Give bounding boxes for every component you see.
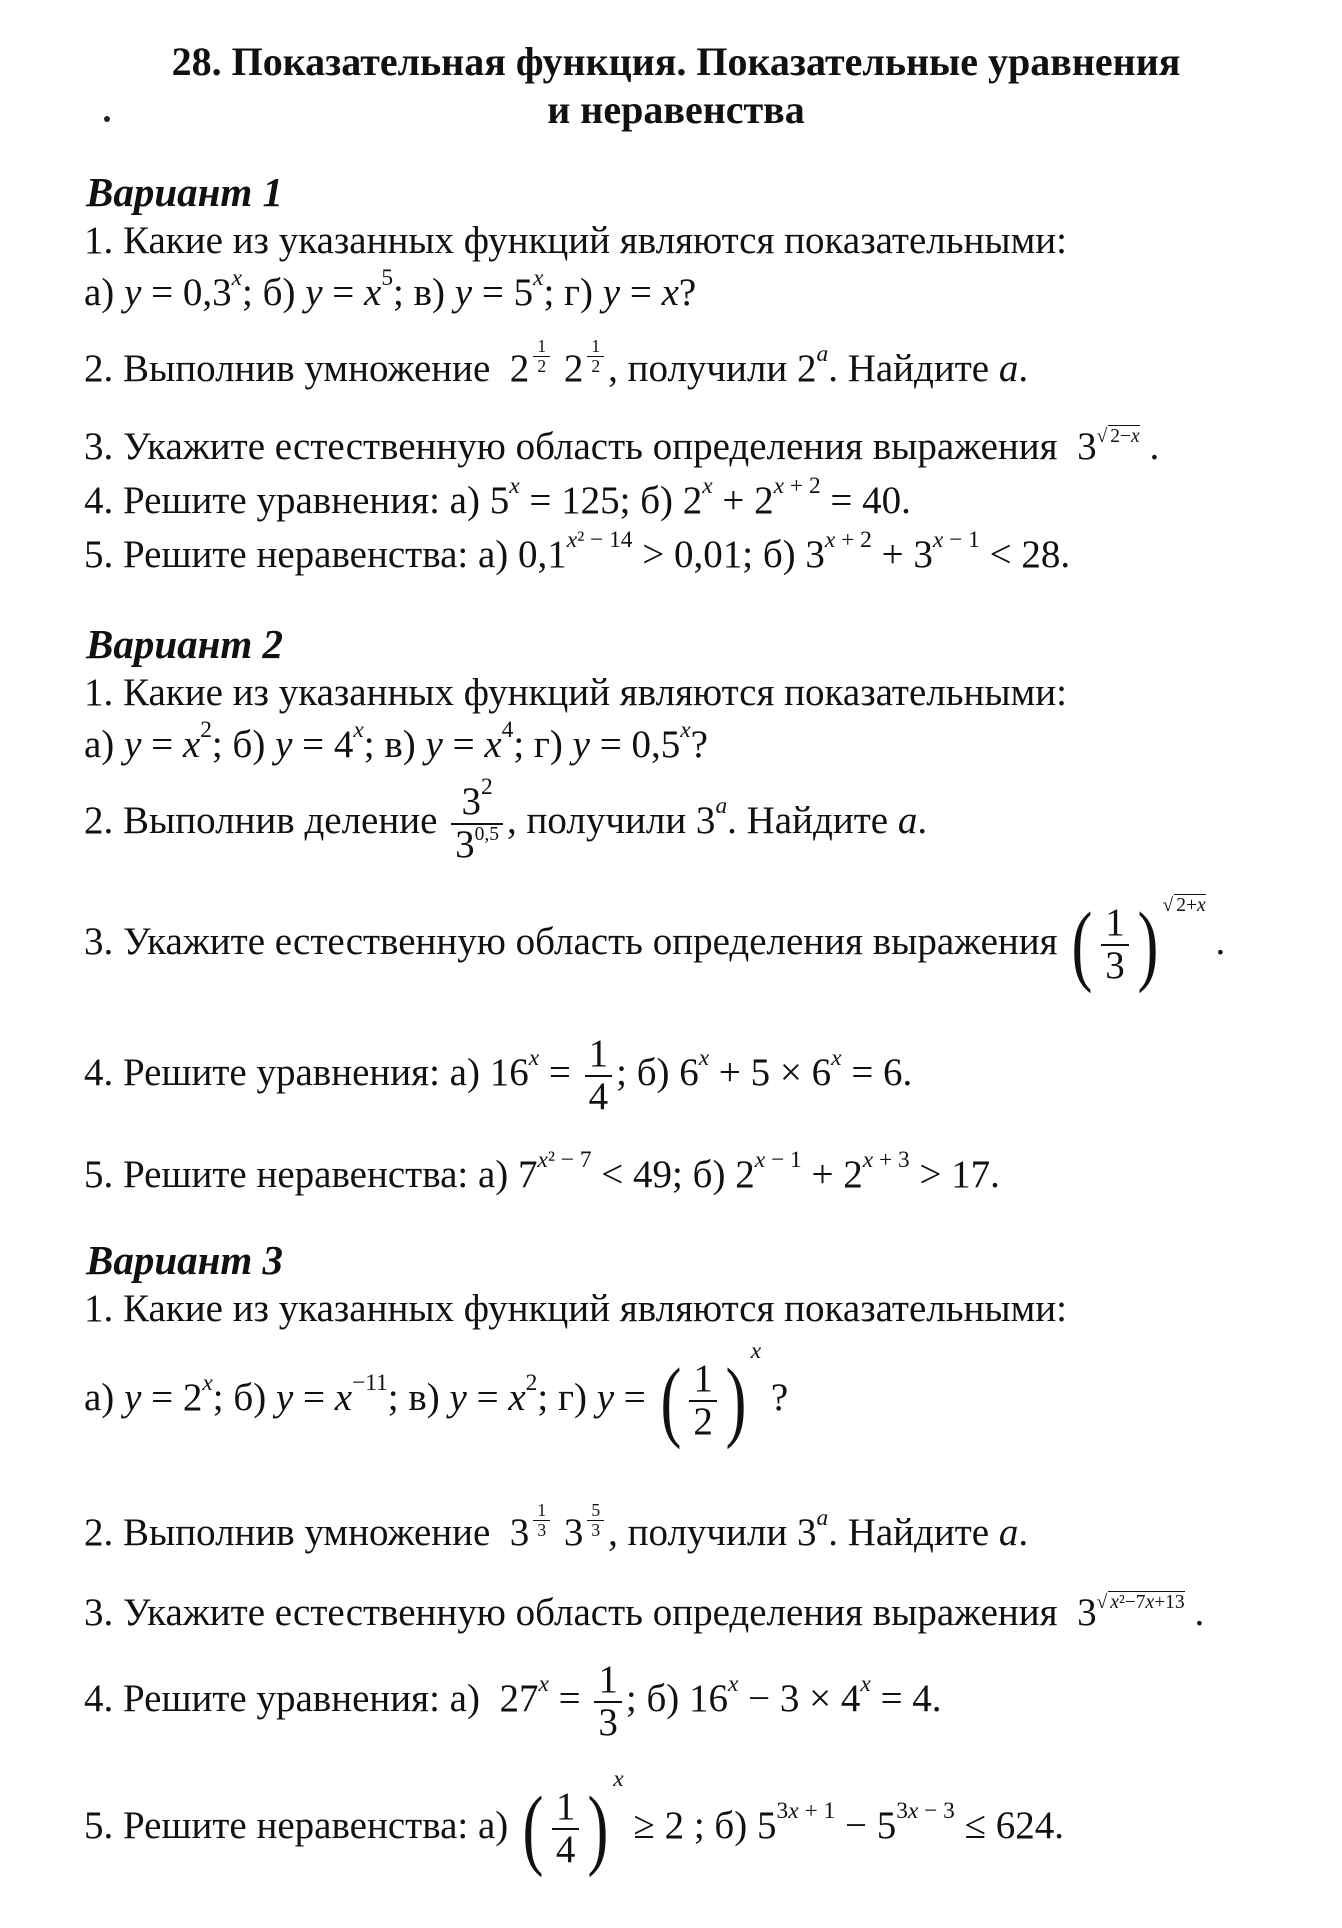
v3-q4: 4. Решите уравнения: а) $27^x$ = $\frac{1}{3}$ ; б) $16^x - 3 \times 4^x = 4$. xyxy=(84,1658,942,1744)
v1-q4: 4. Решите уравнения: а) $5^x = 125$; б) $2^x + 2^{x + 2} = 40$. xyxy=(84,473,911,522)
variant-3-heading: Вариант 3 xyxy=(86,1237,284,1283)
title-line-2: и неравенства xyxy=(547,87,805,132)
v2-q1-options: а) $y = x^2$; б) $y = 4^x$; в) $y = x^4$; г) $y = 0,5^x$? xyxy=(84,717,708,766)
v1-q3: 3. Укажите естественную область определения выражения $3^{√ 2-x}$ . xyxy=(84,425,1160,468)
v2-q3: 3. Укажите естественную область определения выражения ( $\frac{1}{3}$ ) $^{√ 2+x}$ . xyxy=(84,894,1226,994)
v1-q1-options: а) $y = 0,3^x$; б) $y = x^5$; в) $y = 5^x$; г) y = x? xyxy=(84,265,697,314)
variant-2-heading: Вариант 2 xyxy=(86,621,284,667)
variant-1-heading: Вариант 1 xyxy=(86,169,284,215)
v3-q2: 2. Выполнив умножение 3 $\frac{1}{3}$ 3 $\frac{5}{3}$ , получили 3$^a$. Найдите a. xyxy=(84,1500,1029,1554)
v2-q2: 2. Выполнив деление $\frac{3^2}{3^{0,5}}$ , получили 3$^a$. Найдите a. xyxy=(84,774,928,866)
v2-q5: 5. Решите неравенства: а) $7^{x^2 - 7} < 49$; б) $2^{x - 1} + 2^{x + 3} > 17$. xyxy=(84,1147,1000,1196)
scan-speck xyxy=(104,116,110,122)
page-title xyxy=(96,38,1256,134)
v1-q1-text: 1. Какие из указанных функций являются показательными: xyxy=(84,219,1067,262)
v3-q3: 3. Укажите естественную область определения выражения $3^{√ x^2-7x+13}$ . xyxy=(84,1591,1205,1634)
v3-q5: 5. Решите неравенства: а) ( $\frac{1}{4}$ ) $^x$ ≥ 2 ; б) $5^{3x + 1} - 5^{3x - 3} \le 624$. xyxy=(84,1766,1065,1878)
v3-q1-text: 1. Какие из указанных функций являются показательными: xyxy=(84,1287,1067,1330)
title-line-1: 28. Показательная функция. Показательные уравнения xyxy=(171,39,1181,84)
v1-q2: 2. Выполнив умножение 2 $\frac{1}{2}$ 2 $\frac{1}{2}$ , получили 2$^a$. Найдите a. xyxy=(84,336,1029,390)
v2-q1-text: 1. Какие из указанных функций являются показательными: xyxy=(84,671,1067,714)
v3-q1-options: а) $y = 2^x$; б) $y = x^{-11}$; в) $y = x^2$; г) y = ( $\frac{1}{2}$ ) $^x$ ? xyxy=(84,1338,789,1450)
v1-q5: 5. Решите неравенства: а) $0,1^{x^2 - 14} > 0,01$; б) $3^{x + 2} + 3^{x - 1} < 28$. xyxy=(84,527,1071,576)
v2-q4: 4. Решите уравнения: а) $16^x$ = $\frac{1}{4}$ ; б) $6^x + 5 \times 6^x = 6$. xyxy=(84,1032,913,1118)
